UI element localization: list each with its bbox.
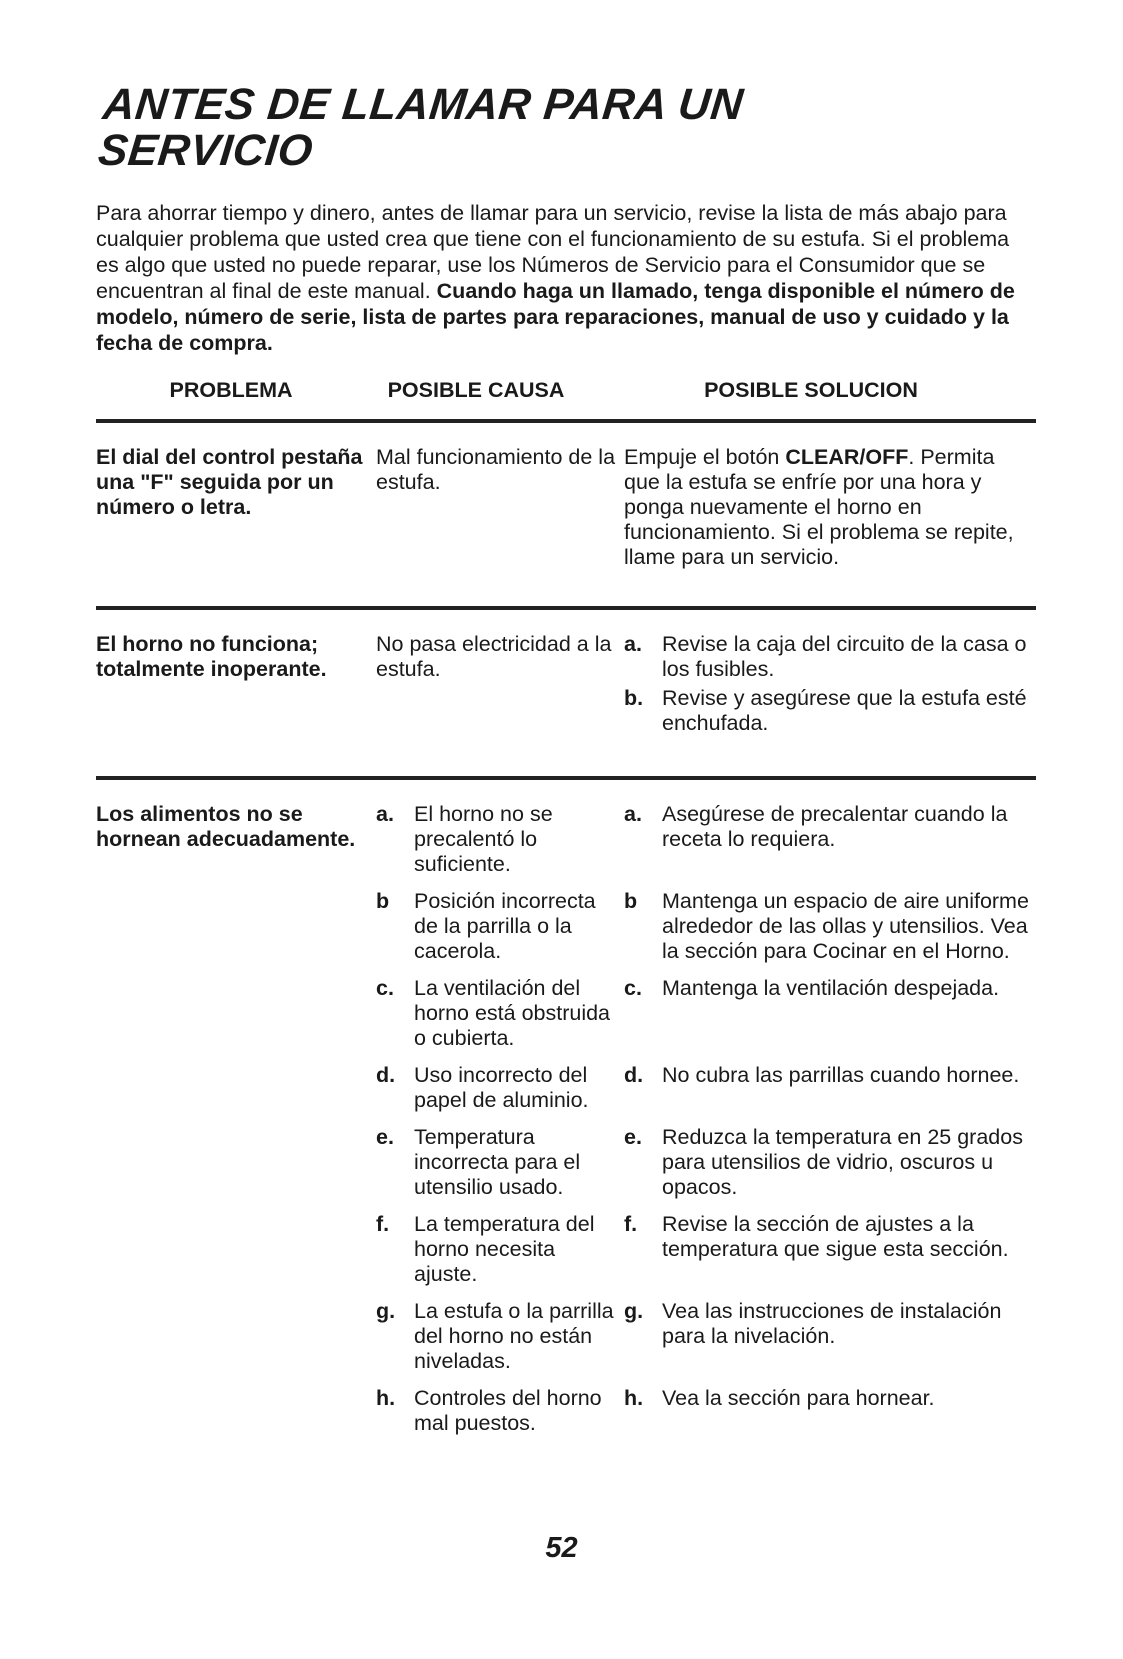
cause-item — [376, 976, 624, 1051]
page-content — [96, 82, 1036, 1468]
cause-solution-pair — [376, 1125, 1036, 1204]
item-letter: a. — [376, 802, 394, 826]
table-row — [96, 423, 1036, 590]
solution-cell — [624, 445, 1036, 570]
cause-text: Temperatura incorrecta para el utensilio usado. — [414, 1125, 581, 1199]
solution-text: Revise la sección de ajustes a la temperatura que sigue esta sección. — [662, 1212, 1009, 1261]
title-line-2: SERVICIO — [95, 126, 316, 175]
solution-text: Vea la sección para hornear. — [662, 1386, 935, 1410]
solution-item — [624, 802, 1036, 877]
solution-text: Mantenga la ventilación despejada. — [662, 976, 1000, 1000]
cause-solution-list — [376, 802, 1036, 1448]
clear-off-key-name: CLEAR/OFF — [785, 445, 909, 469]
solution-item — [624, 889, 1036, 964]
item-letter: a. — [624, 802, 642, 826]
item-letter: h. — [624, 1386, 644, 1410]
intro-paragraph — [96, 200, 1036, 356]
item-letter: f. — [376, 1212, 390, 1236]
cause-item — [376, 1125, 624, 1200]
intro-normal-text: Para ahorrar tiempo y dinero, antes de llamar para un servicio, revise la lista de más abajo para cualquier problema que usted crea que tiene con el funcionamiento de su estufa. Si el problema es algo que usted no puede reparar, use los Números de Servicio para el Consumidor que se encuentran al final de este manual. — [96, 201, 1010, 303]
cause-text: Posición incorrecta de la parrilla o la cacerola. — [414, 889, 596, 963]
header-solution: POSIBLE SOLUCION — [704, 378, 918, 402]
item-letter: e. — [376, 1125, 394, 1149]
item-letter: e. — [624, 1125, 642, 1149]
problem-cell: El dial del control pestaña una "F" seguida por un número o letra. — [96, 445, 363, 519]
solution-text: Mantenga un espacio de aire uniforme alrededor de las ollas y utensilios. Vea la sección para Cocinar en el Horno. — [662, 889, 1029, 963]
item-letter: d. — [376, 1063, 396, 1087]
cause-item — [376, 1386, 624, 1436]
solution-item — [624, 976, 1036, 1051]
cause-solution-pair — [376, 1063, 1036, 1117]
solution-item — [624, 632, 1036, 682]
solution-text: Asegúrese de precalentar cuando la receta lo requiera. — [662, 802, 1008, 851]
cause-text: Uso incorrecto del papel de aluminio. — [414, 1063, 589, 1112]
solution-item — [624, 1299, 1036, 1374]
cause-cell: No pasa electricidad a la estufa. — [376, 632, 612, 681]
cause-text: La temperatura del horno necesita ajuste. — [414, 1212, 595, 1286]
title-line-1: ANTES DE LLAMAR PARA UN — [100, 80, 746, 129]
cause-solution-pair — [376, 1386, 1036, 1440]
table-row — [96, 780, 1036, 1468]
cause-solution-pair — [376, 976, 1036, 1055]
cause-solution-pair — [376, 802, 1036, 881]
item-text: Revise la caja del circuito de la casa o los fusibles. — [662, 632, 1027, 681]
item-letter: b — [376, 889, 390, 913]
cause-item — [376, 802, 624, 877]
solution-item — [624, 1125, 1036, 1200]
cause-text: La estufa o la parrilla del horno no están niveladas. — [414, 1299, 614, 1373]
solution-item — [624, 686, 1036, 736]
solution-text: . Permita que la estufa se enfríe por una hora y ponga nuevamente el horno en funcionamiento. Si el problema se repite, llame para un servicio. — [624, 445, 1014, 569]
item-letter: b — [624, 889, 638, 913]
solution-item — [624, 1063, 1036, 1113]
cause-text: La ventilación del horno está obstruida o cubierta. — [414, 976, 611, 1050]
header-problem: PROBLEMA — [169, 378, 293, 402]
solution-cell — [624, 632, 1036, 740]
solution-item — [624, 1212, 1036, 1287]
cause-item — [376, 889, 624, 964]
item-letter: h. — [376, 1386, 396, 1410]
problem-cell: El horno no funciona; totalmente inoperante. — [96, 632, 327, 681]
cause-solution-pair — [376, 1212, 1036, 1291]
item-letter: b. — [624, 686, 644, 710]
item-text: Revise y asegúrese que la estufa esté enchufada. — [662, 686, 1027, 735]
page-number: 52 — [545, 1532, 578, 1564]
table-row — [96, 610, 1036, 760]
solution-item — [624, 1386, 1036, 1436]
cause-solution-pair — [376, 1299, 1036, 1378]
solution-text: Vea las instrucciones de instalación para la nivelación. — [662, 1299, 1002, 1348]
item-letter: a. — [624, 632, 642, 656]
item-letter: d. — [624, 1063, 644, 1087]
cause-text: El horno no se precalentó lo suficiente. — [414, 802, 553, 876]
solution-text: Reduzca la temperatura en 25 grados para utensilios de vidrio, oscuros u opacos. — [662, 1125, 1023, 1199]
item-letter: c. — [624, 976, 642, 1000]
cause-text: Controles del horno mal puestos. — [414, 1386, 602, 1435]
cause-item — [376, 1212, 624, 1287]
problem-cell: Los alimentos no se hornean adecuadamente. — [96, 802, 356, 851]
header-cause: POSIBLE CAUSA — [387, 378, 565, 402]
solution-text: Empuje el botón — [624, 445, 786, 469]
solution-text: No cubra las parrillas cuando hornee. — [662, 1063, 1020, 1087]
cause-cell: Mal funcionamiento de la estufa. — [376, 445, 616, 494]
page-title — [96, 82, 1046, 174]
intro-bold-text: Cuando haga un llamado, tenga disponible el número de modelo, número de serie, lista de partes para reparaciones, manual de uso y cuidado y la fecha de compra. — [96, 279, 1015, 355]
cause-solution-pair — [376, 889, 1036, 968]
item-letter: f. — [624, 1212, 638, 1236]
item-letter: g. — [376, 1299, 396, 1323]
item-letter: c. — [376, 976, 394, 1000]
cause-item — [376, 1299, 624, 1374]
cause-item — [376, 1063, 624, 1113]
item-letter: g. — [624, 1299, 644, 1323]
table-header — [96, 378, 1036, 403]
